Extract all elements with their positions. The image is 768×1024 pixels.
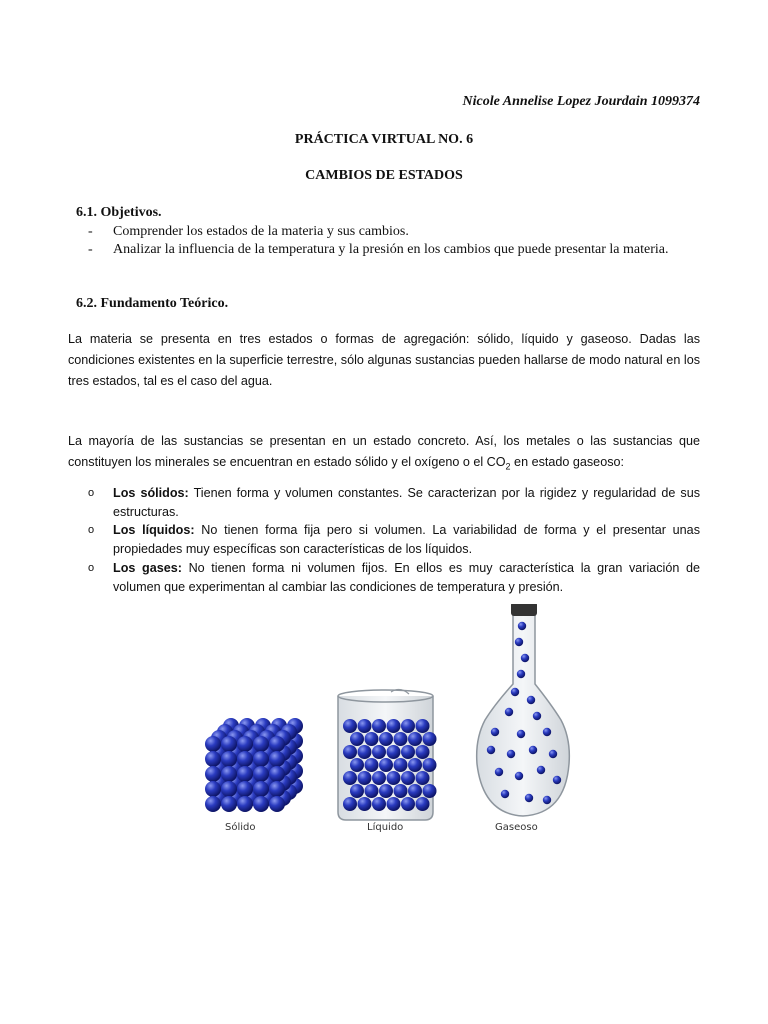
state-label: Los líquidos: <box>113 523 195 537</box>
particle-sphere <box>525 794 533 802</box>
particle-sphere <box>387 797 401 811</box>
particle-sphere <box>350 784 364 798</box>
particle-sphere <box>358 719 372 733</box>
particle-sphere <box>269 781 285 797</box>
particle-sphere <box>387 771 401 785</box>
particle-sphere <box>529 746 537 754</box>
particle-sphere <box>401 745 415 759</box>
particle-sphere <box>511 688 519 696</box>
theory-paragraph-1: La materia se presenta en tres estados o formas de agregación: sólido, líquido y gaseoso. Dadas las condiciones existentes en la superficie terrestre, sólo algunas sustancias pueden hallarse de modo natural en los tres estados, tal es el caso del agua. <box>68 332 700 388</box>
state-description: No tienen forma fija pero si volumen. La variabilidad de forma y el presentar unas propiedades muy específicas son características de los líquidos. <box>113 523 700 556</box>
particle-sphere <box>237 736 253 752</box>
particle-sphere <box>521 654 529 662</box>
particle-sphere <box>533 712 541 720</box>
state-description: Tienen forma y volumen constantes. Se caracterizan por la rigidez y regularidad de sus estructuras. <box>113 486 700 519</box>
caption-solid: Sólido <box>225 822 256 833</box>
particle-sphere <box>517 730 525 738</box>
particle-sphere <box>423 758 437 772</box>
state-label: Los sólidos: <box>113 486 189 500</box>
state-item-gas <box>88 559 700 596</box>
particle-sphere <box>379 784 393 798</box>
paragraph-2-tail: en estado gaseoso: <box>510 455 624 469</box>
particle-sphere <box>491 728 499 736</box>
particle-sphere <box>205 736 221 752</box>
objective-text: Analizar la influencia de la temperatura y la presión en los cambios que puede presentar la materia. <box>113 242 669 257</box>
particle-sphere <box>237 766 253 782</box>
particle-sphere <box>549 750 557 758</box>
particle-sphere <box>269 736 285 752</box>
objective-item <box>88 241 688 259</box>
particle-sphere <box>205 766 221 782</box>
states-of-matter-figure <box>195 604 575 838</box>
particle-sphere <box>358 797 372 811</box>
caption-gas: Gaseoso <box>495 822 538 833</box>
particle-sphere <box>221 796 237 812</box>
particle-sphere <box>221 781 237 797</box>
particle-sphere <box>343 745 357 759</box>
particle-sphere <box>394 732 408 746</box>
state-description: No tienen forma ni volumen fijos. En ellos es muy característica la gran variación de volumen que experimentan al cambiar las condiciones de temperatura y presión. <box>113 561 700 594</box>
particle-sphere <box>423 784 437 798</box>
particle-sphere <box>343 797 357 811</box>
particle-sphere <box>221 736 237 752</box>
bullet-circle: o <box>88 562 95 574</box>
particle-sphere <box>515 638 523 646</box>
particle-sphere <box>553 776 561 784</box>
particle-sphere <box>387 745 401 759</box>
state-item-liquid <box>88 521 700 558</box>
particle-sphere <box>487 746 495 754</box>
particle-sphere <box>253 781 269 797</box>
particle-sphere <box>394 784 408 798</box>
particle-sphere <box>505 708 513 716</box>
objective-text: Comprender los estados de la materia y sus cambios. <box>113 224 409 239</box>
particle-sphere <box>343 771 357 785</box>
particle-sphere <box>253 751 269 767</box>
particle-sphere <box>253 796 269 812</box>
liquid-beaker <box>338 689 437 820</box>
bullet-circle: o <box>88 487 95 499</box>
bullet-circle: o <box>88 524 95 536</box>
objectives-heading: 6.1. Objetivos. <box>76 205 162 220</box>
particle-sphere <box>205 796 221 812</box>
particle-sphere <box>515 772 523 780</box>
particle-sphere <box>416 797 430 811</box>
particle-sphere <box>372 745 386 759</box>
particle-sphere <box>423 732 437 746</box>
subscript-2: 2 <box>505 461 511 472</box>
particle-sphere <box>253 766 269 782</box>
particle-sphere <box>408 758 422 772</box>
particle-sphere <box>221 751 237 767</box>
particle-sphere <box>350 732 364 746</box>
particle-sphere <box>237 781 253 797</box>
particle-sphere <box>365 732 379 746</box>
particle-sphere <box>416 719 430 733</box>
state-item-solid <box>88 484 700 521</box>
particle-sphere <box>372 797 386 811</box>
particle-sphere <box>416 745 430 759</box>
particle-sphere <box>205 751 221 767</box>
particle-sphere <box>495 768 503 776</box>
theory-heading: 6.2. Fundamento Teórico. <box>76 296 229 311</box>
dash-bullet: - <box>88 224 93 239</box>
particle-sphere <box>379 758 393 772</box>
particle-sphere <box>365 784 379 798</box>
particle-sphere <box>387 719 401 733</box>
author-line: Nicole Annelise Lopez Jourdain 1099374 <box>462 94 700 109</box>
particle-sphere <box>269 796 285 812</box>
particle-sphere <box>401 719 415 733</box>
objective-item <box>88 223 688 241</box>
state-label: Los gases: <box>113 561 182 575</box>
particle-sphere <box>372 719 386 733</box>
particle-sphere <box>253 736 269 752</box>
paragraph-2-text: La mayoría de las sustancias se presentan en un estado concreto. Así, los metales o las sustancias que constituyen los minerales se encuentran en estado sólido y el oxígeno o el CO <box>68 434 700 469</box>
particle-sphere <box>394 758 408 772</box>
dash-bullet: - <box>88 242 93 257</box>
particle-sphere <box>379 732 393 746</box>
particle-sphere <box>501 790 509 798</box>
particle-sphere <box>358 745 372 759</box>
particle-sphere <box>401 797 415 811</box>
gas-flask <box>477 604 570 816</box>
particle-sphere <box>343 719 357 733</box>
caption-liquid: Líquido <box>367 822 404 833</box>
particle-sphere <box>527 696 535 704</box>
theory-paragraph-2 <box>68 431 700 478</box>
particle-sphere <box>518 622 526 630</box>
particle-sphere <box>517 670 525 678</box>
particle-sphere <box>205 781 221 797</box>
particle-sphere <box>237 751 253 767</box>
practice-title: PRÁCTICA VIRTUAL NO. 6 <box>294 132 474 147</box>
particle-sphere <box>408 784 422 798</box>
particle-sphere <box>408 732 422 746</box>
particle-sphere <box>269 766 285 782</box>
particle-sphere <box>372 771 386 785</box>
particle-sphere <box>365 758 379 772</box>
particle-sphere <box>537 766 545 774</box>
particle-sphere <box>416 771 430 785</box>
particle-sphere <box>507 750 515 758</box>
particle-sphere <box>221 766 237 782</box>
particle-sphere <box>401 771 415 785</box>
particle-sphere <box>358 771 372 785</box>
particle-sphere <box>350 758 364 772</box>
particle-sphere <box>543 796 551 804</box>
particle-sphere <box>237 796 253 812</box>
particle-sphere <box>543 728 551 736</box>
solid-cube <box>205 718 303 812</box>
practice-subtitle: CAMBIOS DE ESTADOS <box>305 168 463 183</box>
particle-sphere <box>269 751 285 767</box>
